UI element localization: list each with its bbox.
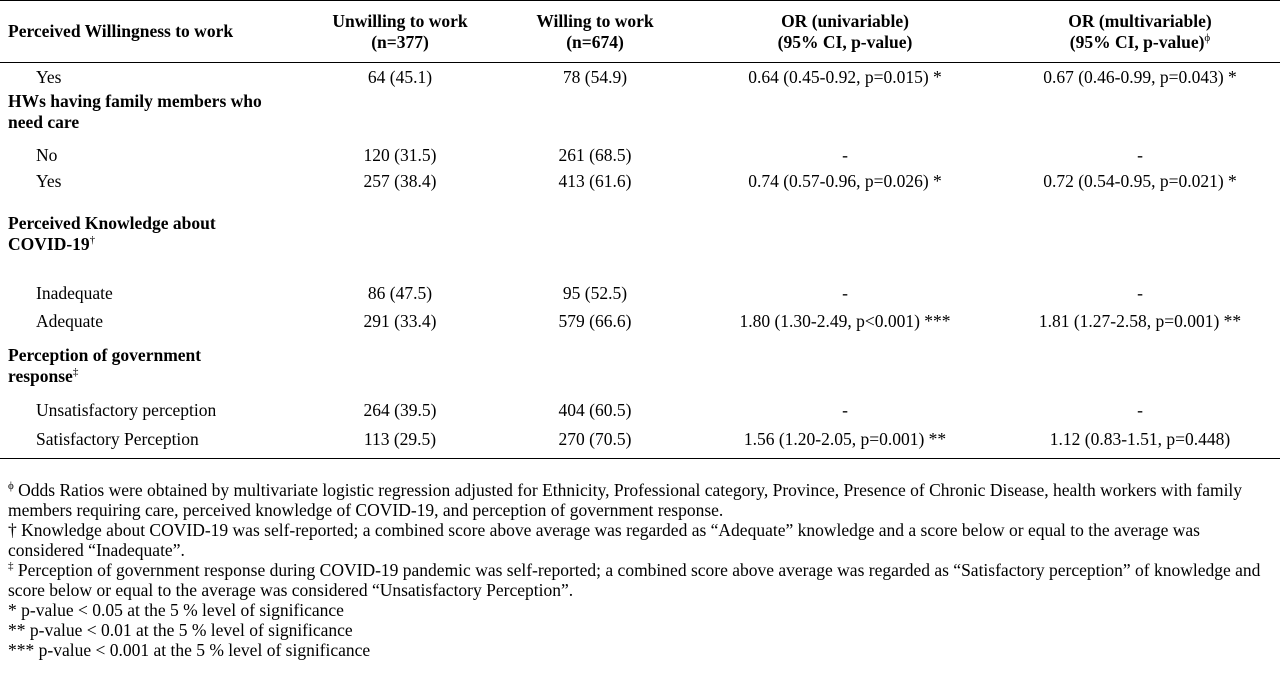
cell-unwilling: 257 (38.4): [363, 170, 437, 191]
cell-willing: 404 (60.5): [558, 399, 632, 420]
table-row: [0, 311, 1280, 345]
table-footnotes: [8, 480, 1274, 660]
cell-or-multivariable: 1.81 (1.27-2.58, p=0.001) **: [1038, 310, 1242, 331]
footnote-phi: $^\phi$ Odds Ratios were obtained by multivariate logistic regression adjusted for Ethnicity, Professional category, Province, Presence of Chronic Disease, health workers with family members requiring care, perceived knowledge of COVID-19, and perception of government response.: [8, 480, 1243, 520]
row-label: Adequate: [36, 310, 104, 331]
cell-willing: 261 (68.5): [558, 144, 632, 165]
cell-or-multivariable: 0.67 (0.46-0.99, p=0.043) *: [1043, 67, 1237, 87]
cell-unwilling: 64 (45.1): [367, 67, 433, 87]
row-label: No: [36, 144, 58, 165]
cell-unwilling: 264 (39.5): [363, 399, 437, 420]
cell-or-univariable: 1.56 (1.20-2.05, p=0.001) **: [743, 428, 947, 449]
row-label: Inadequate: [36, 282, 113, 303]
header-willing: Willing to work (n=674): [536, 10, 654, 52]
double-dagger-mark: ‡: [72, 365, 79, 378]
cell-or-univariable: -: [842, 282, 848, 303]
cell-or-univariable: 0.74 (0.57-0.96, p=0.026) *: [748, 170, 942, 191]
row-label: Yes: [36, 67, 62, 87]
cell-or-univariable: 1.80 (1.30-2.49, p<0.001) ***: [739, 310, 951, 331]
group-heading-row: [0, 211, 1280, 279]
row-label: Yes: [36, 170, 62, 191]
table-header-row: [0, 1, 1280, 63]
table-row: [0, 139, 1280, 171]
group-heading-row: [0, 91, 1280, 139]
cell-or-multivariable: -: [1137, 399, 1143, 420]
cell-willing: 95 (52.5): [562, 282, 628, 303]
footnote-dagger: † Knowledge about COVID-19 was self-reported; a combined score above average was regarded as “Adequate” knowledge and a score below or equal to the average was considered “Inadequate”.: [8, 520, 1200, 560]
cell-or-multivariable: 1.12 (0.83-1.51, p=0.448): [1049, 428, 1231, 449]
table-row: [0, 395, 1280, 427]
cell-or-multivariable: -: [1137, 282, 1143, 303]
header-willingness: Perceived Willingness to work: [8, 21, 234, 41]
cell-or-multivariable: -: [1137, 144, 1143, 165]
double-dagger-footnote-mark: ‡: [8, 560, 14, 573]
header-unwilling: Unwilling to work (n=377): [332, 10, 468, 52]
table-row: [0, 63, 1280, 91]
table-row: [0, 279, 1280, 311]
group-heading-knowledge: Perceived Knowledge about COVID-19†: [8, 212, 216, 254]
footnote-double-dagger: ‡ Perception of government response during COVID-19 pandemic was self-reported; a combined score above average was regarded as “Satisfactory perception” of knowledge and score below or equal to the average was considered “Unsatisfactory Perception”.: [8, 560, 1261, 600]
row-label: Unsatisfactory perception: [36, 399, 217, 420]
header-or-univariable: OR (univariable) (95% CI, p-value): [777, 10, 913, 52]
header-or-multivariable: OR (multivariable) (95% CI, p-value)$^\phi$: [1068, 10, 1212, 52]
footnote-significance-1: * p-value < 0.05 at the 5 % level of significance: [8, 600, 344, 620]
cell-or-univariable: -: [842, 144, 848, 165]
table-row: [0, 171, 1280, 211]
phi-mark: ϕ: [8, 480, 14, 493]
cell-unwilling: 86 (47.5): [367, 282, 433, 303]
cell-or-multivariable: 0.72 (0.54-0.95, p=0.021) *: [1043, 170, 1237, 191]
cell-willing: 270 (70.5): [558, 428, 632, 449]
group-heading-government: Perception of government response‡: [8, 344, 202, 386]
footnote-significance-2: ** p-value < 0.01 at the 5 % level of significance: [8, 620, 353, 640]
group-heading-row: [0, 345, 1280, 395]
cell-willing: 78 (54.9): [562, 67, 628, 87]
row-label: Satisfactory Perception: [36, 428, 199, 449]
footnote-significance-3: *** p-value < 0.001 at the 5 % level of significance: [8, 640, 371, 660]
table-row: [0, 427, 1280, 459]
cell-willing: 579 (66.6): [558, 310, 632, 331]
cell-or-univariable: -: [842, 399, 848, 420]
cell-willing: 413 (61.6): [558, 170, 632, 191]
cell-unwilling: 113 (29.5): [363, 428, 437, 449]
cell-or-univariable: 0.64 (0.45-0.92, p=0.015) *: [748, 67, 942, 87]
cell-unwilling: 120 (31.5): [363, 144, 437, 165]
group-heading-family-care: HWs having family members who need care: [8, 90, 262, 132]
dagger-mark: †: [89, 233, 96, 246]
cell-unwilling: 291 (33.4): [363, 310, 437, 331]
